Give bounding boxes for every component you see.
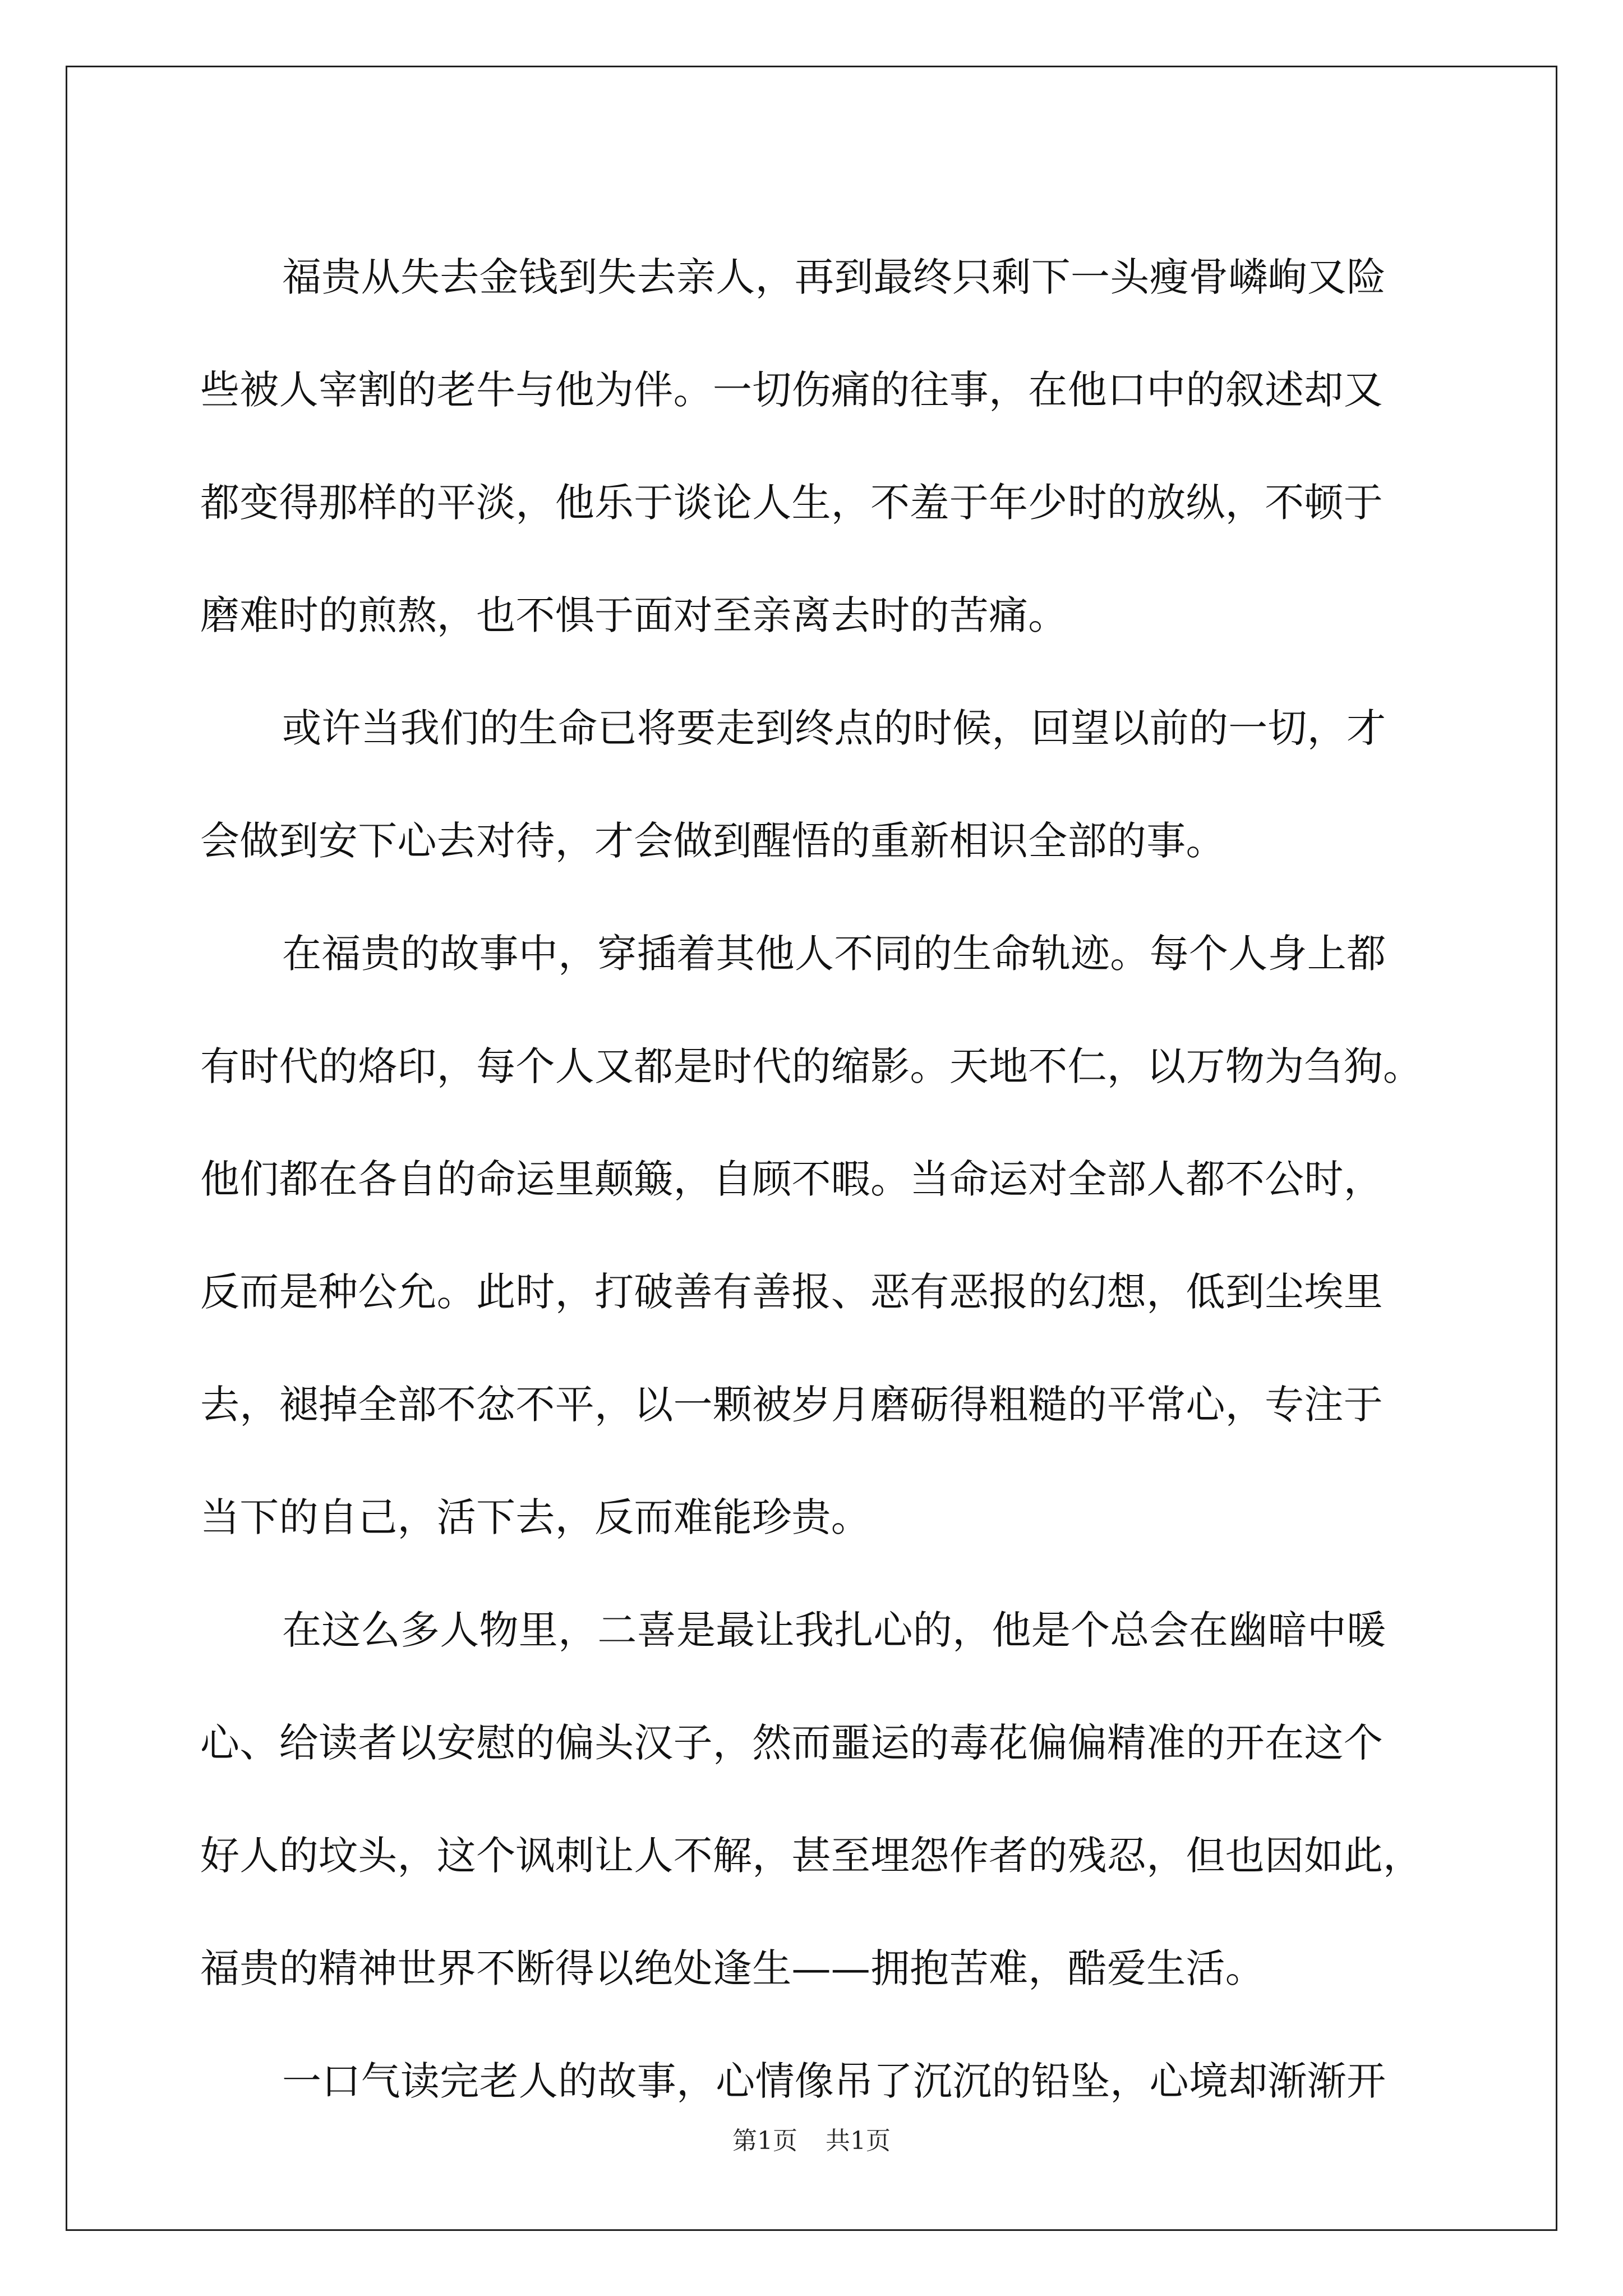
page-footer [0, 2120, 1623, 2156]
text-line: 他们都在各自的命运里颠簸，自顾不暇。当命运对全部人都不公时， [200, 1156, 1383, 1202]
page-total: 共1页 [826, 2127, 891, 2155]
text-line: 会做到安下心去对待，才会做到醒悟的重新相识全部的事。 [200, 818, 1225, 864]
paragraph-1 [200, 221, 1423, 672]
text-line: 磨难时的煎熬，也不惧于面对至亲离去时的苦痛。 [200, 592, 1068, 638]
text-line: 福贵从失去金钱到失去亲人，再到最终只剩下一头瘦骨嶙峋又险 [282, 254, 1386, 300]
text-line: 在这么多人物里，二喜是最让我扎心的，他是个总会在幽暗中暖 [282, 1607, 1386, 1653]
text-line: 反而是种公允。此时，打破善有善报、恶有恶报的幻想，低到尘埃里 [200, 1269, 1383, 1315]
text-line: 心、给读者以安慰的偏头汉子，然而噩运的毒花偏偏精准的开在这个 [200, 1720, 1383, 1766]
text-line: 福贵的精神世界不断得以绝处逢生——拥抱苦难，酷爱生活。 [200, 1945, 1265, 1991]
text-line: 或许当我们的生命已将要走到终点的时候，回望以前的一切，才 [282, 705, 1386, 751]
text-line: 都变得那样的平淡，他乐于谈论人生，不羞于年少时的放纵，不顿于 [200, 480, 1383, 526]
text-line: 些被人宰割的老牛与他为伴。一切伤痛的往事，在他口中的叙述却又 [200, 367, 1383, 413]
paragraph-4 [200, 1574, 1423, 2025]
text-line: 好人的坟头，这个讽刺让人不解，甚至埋怨作者的残忍，但也因如此， [200, 1833, 1423, 1879]
text-line: 有时代的烙印，每个人又都是时代的缩影。天地不仁，以万物为刍狗。 [200, 1043, 1423, 1089]
paragraph-2 [200, 672, 1423, 898]
text-line: 当下的自己，活下去，反而难能珍贵。 [200, 1494, 871, 1540]
document-body [200, 221, 1423, 2138]
text-line: 一口气读完老人的故事，心情像吊了沉沉的铅坠，心境却渐渐开 [282, 2058, 1386, 2104]
page-number: 第1页 [732, 2127, 797, 2155]
text-line: 在福贵的故事中，穿插着其他人不同的生命轨迹。每个人身上都 [282, 931, 1386, 977]
paragraph-3 [200, 898, 1423, 1574]
text-line: 去，褪掉全部不忿不平，以一颗被岁月磨砺得粗糙的平常心，专注于 [200, 1382, 1383, 1428]
